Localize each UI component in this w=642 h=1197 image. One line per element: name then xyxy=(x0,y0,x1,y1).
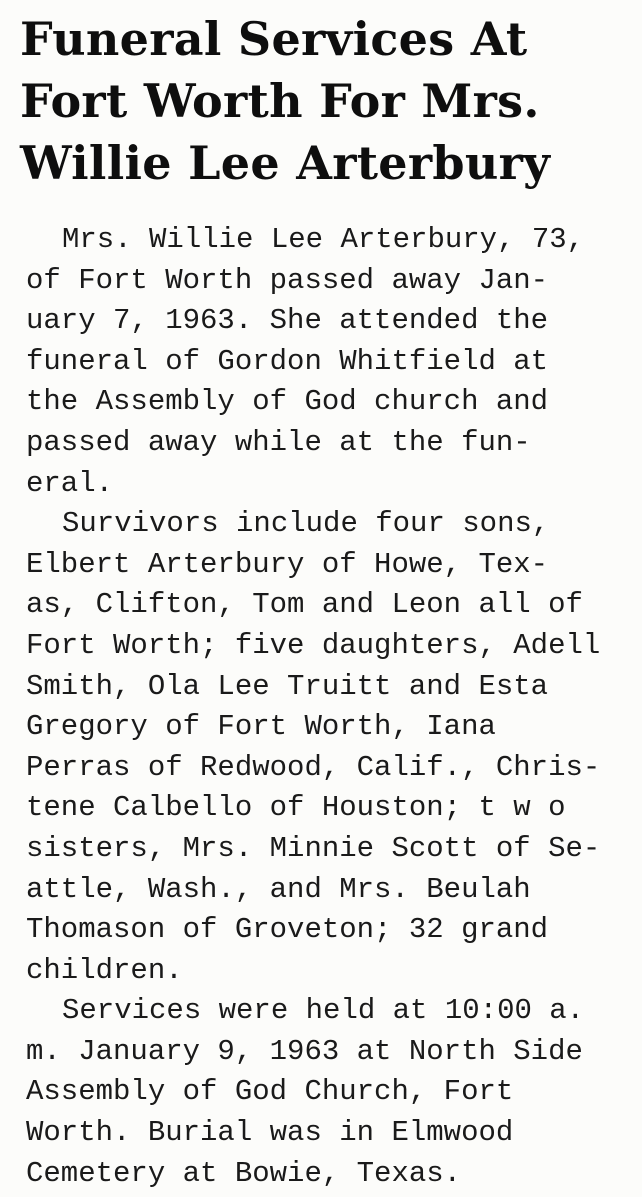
text-line: the Assembly of God church and xyxy=(26,385,549,419)
text-line: Fort Worth; five daughters, Adell xyxy=(26,628,601,662)
text-line: Cemetery at Bowie, Texas. xyxy=(26,1156,462,1190)
text-line: Mrs. Willie Lee Arterbury, 73, xyxy=(62,223,585,256)
text-line: Services were held at 10:00 a. xyxy=(62,994,585,1028)
text-line: m. January 9, 1963 at North Side xyxy=(26,1034,583,1068)
text-line: Worth. Burial was in Elmwood xyxy=(26,1116,514,1150)
text-line: Gregory of Fort Worth, Iana xyxy=(26,710,496,744)
paragraph-services xyxy=(26,991,630,1194)
text-line: Perras of Redwood, Calif., Chris- xyxy=(26,750,601,784)
text-line: Assembly of God Church, Fort xyxy=(26,1075,514,1109)
text-line: Smith, Ola Lee Truitt and Esta xyxy=(26,669,549,703)
paragraph-survivors xyxy=(26,504,630,991)
text-line: uary 7, 1963. She attended the xyxy=(26,304,549,338)
text-line: Survivors include four sons, xyxy=(62,507,550,541)
text-line: tene Calbello of Houston; t w o xyxy=(26,791,566,825)
text-line: attle, Wash., and Mrs. Beulah xyxy=(26,872,531,906)
text-line: children. xyxy=(26,953,183,987)
headline-line: Fort Worth For Mrs. xyxy=(20,74,540,128)
text-line: of Fort Worth passed away Jan- xyxy=(26,263,549,297)
text-line: eral. xyxy=(26,466,114,500)
headline xyxy=(20,8,632,194)
text-line: passed away while at the fun- xyxy=(26,425,531,459)
headline-line: Willie Lee Arterbury xyxy=(20,136,551,190)
article-body xyxy=(26,220,630,1194)
paragraph-death-notice xyxy=(26,220,630,504)
text-line: as, Clifton, Tom and Leon all of xyxy=(26,588,583,622)
text-line: Elbert Arterbury of Howe, Tex- xyxy=(26,547,549,581)
text-line: sisters, Mrs. Minnie Scott of Se- xyxy=(26,831,601,865)
text-line: funeral of Gordon Whitfield at xyxy=(26,344,549,378)
text-line: Thomason of Groveton; 32 grand xyxy=(26,913,549,947)
headline-line: Funeral Services At xyxy=(20,12,528,66)
